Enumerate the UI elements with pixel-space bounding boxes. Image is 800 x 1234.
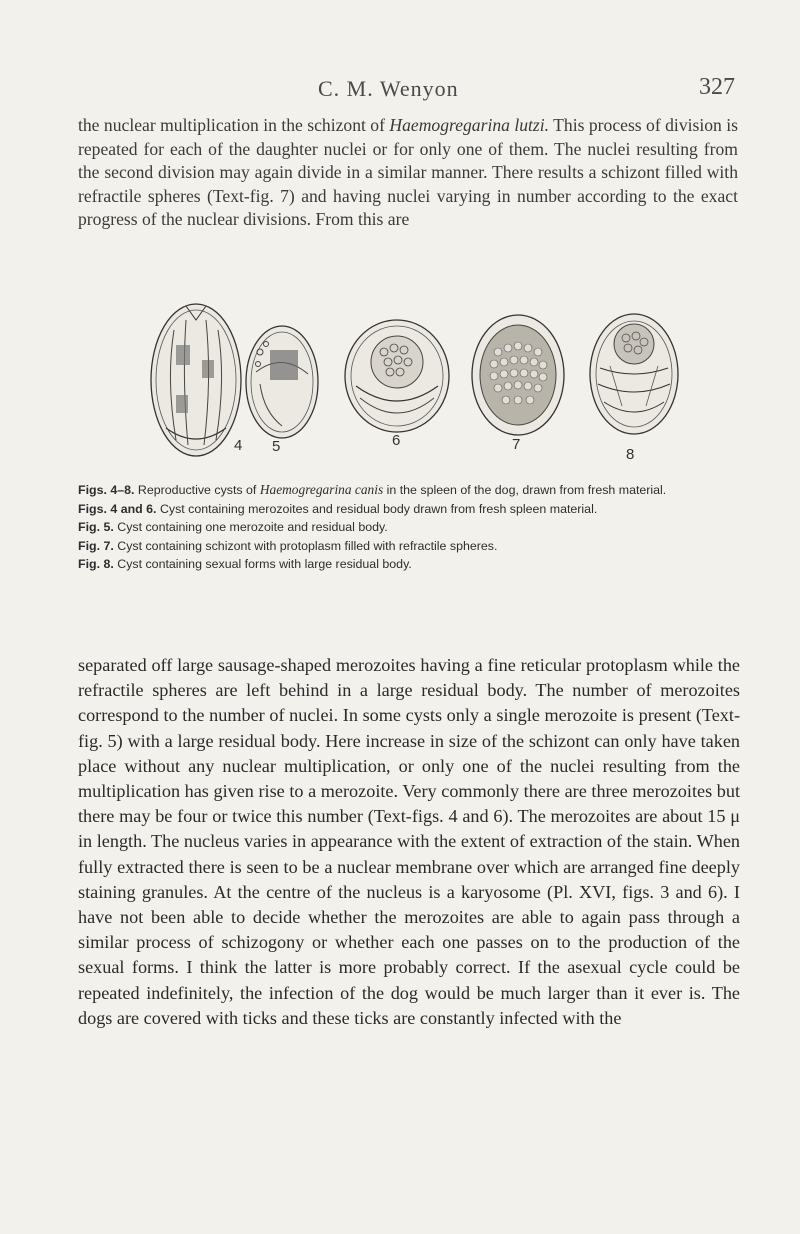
caption-fig-8: Fig. 8. Cyst containing sexual forms with large residual body. [78, 557, 412, 572]
figure-4-label: 4 [234, 437, 243, 454]
figure-5-cyst [242, 322, 322, 455]
figure-6-cyst [342, 316, 452, 449]
figure-7-cyst [468, 312, 568, 453]
text-figures-4-8 [112, 300, 672, 466]
page-number: 327 [699, 74, 735, 100]
top-paragraph-text-a: the nuclear multiplication in the schizont of [78, 115, 390, 135]
species-name-canis: Haemogregarina canis [259, 482, 384, 497]
figure-8-label: 8 [626, 446, 635, 463]
caption-fig-5: Fig. 5. Cyst containing one merozoite and residual body. [78, 520, 388, 535]
figure-4-cyst [146, 300, 246, 460]
figure-captions [78, 481, 748, 574]
caption-fig-7: Fig. 7. Cyst containing schizont with protoplasm filled with refractile spheres. [78, 538, 498, 553]
figure-6-label: 6 [392, 432, 401, 449]
top-paragraph-text-b: This process of division is repeated for each of the daughter nuclei or for only one of them. The nuclei resulting from the second division may again divide in a similar manner. There results a schizont filled with refractile spheres (Text-fig. 7) and having nuclei varying in number according to the exact progress of the nuclear divisions. From this are [78, 115, 738, 230]
figure-5-label: 5 [272, 438, 281, 455]
running-head-author: C. M. Wenyon [318, 76, 459, 101]
running-head [0, 76, 800, 110]
top-paragraph [78, 114, 738, 232]
species-name-lutzi: Haemogregarina lutzi. [389, 115, 550, 135]
main-paragraph [78, 653, 740, 1031]
figure-8-cyst [586, 310, 682, 463]
caption-figs-4-6: Figs. 4 and 6. Cyst containing merozoites and residual body drawn from fresh spleen material. [78, 501, 598, 516]
caption-figs-4-8: Figs. 4–8. Reproductive cysts of Haemogregarina canis in the spleen of the dog, drawn from fresh material. [78, 482, 667, 497]
figure-7-label: 7 [512, 436, 521, 453]
main-paragraph-text: separated off large sausage-shaped merozoites having a fine reticular protoplasm while the refractile spheres are left behind in a large residual body. The number of merozoites correspond to the number of nuclei. In some cysts only a single merozoite is present (Text-fig. 5) with a large residual body. Here increase in size of the schizont can only have taken place without any nuclear multiplication, or only one of the nuclei resulting from the multiplication has given rise to a merozoite. Very commonly there are three merozoites but there may be four or twice this number (Text-figs. 4 and 6). The merozoites are about 15 μ in length. The nucleus varies in appearance with the extent of extraction of the stain. When fully extracted there is seen to be a nuclear membrane over which are arranged fine deeply staining granules. At the centre of the nucleus is a karyosome (Pl. XVI, figs. 3 and 6). I have not been able to decide whether the merozoites are able to again pass through a similar process of schizogony or whether each one passes on to the production of the sexual forms. I think the latter is more probably correct. If the asexual cycle could be repeated indefinitely, the infection of the dog would be much larger than it ever is. The dogs are covered with ticks and these ticks are constantly infected with the [78, 655, 740, 1028]
